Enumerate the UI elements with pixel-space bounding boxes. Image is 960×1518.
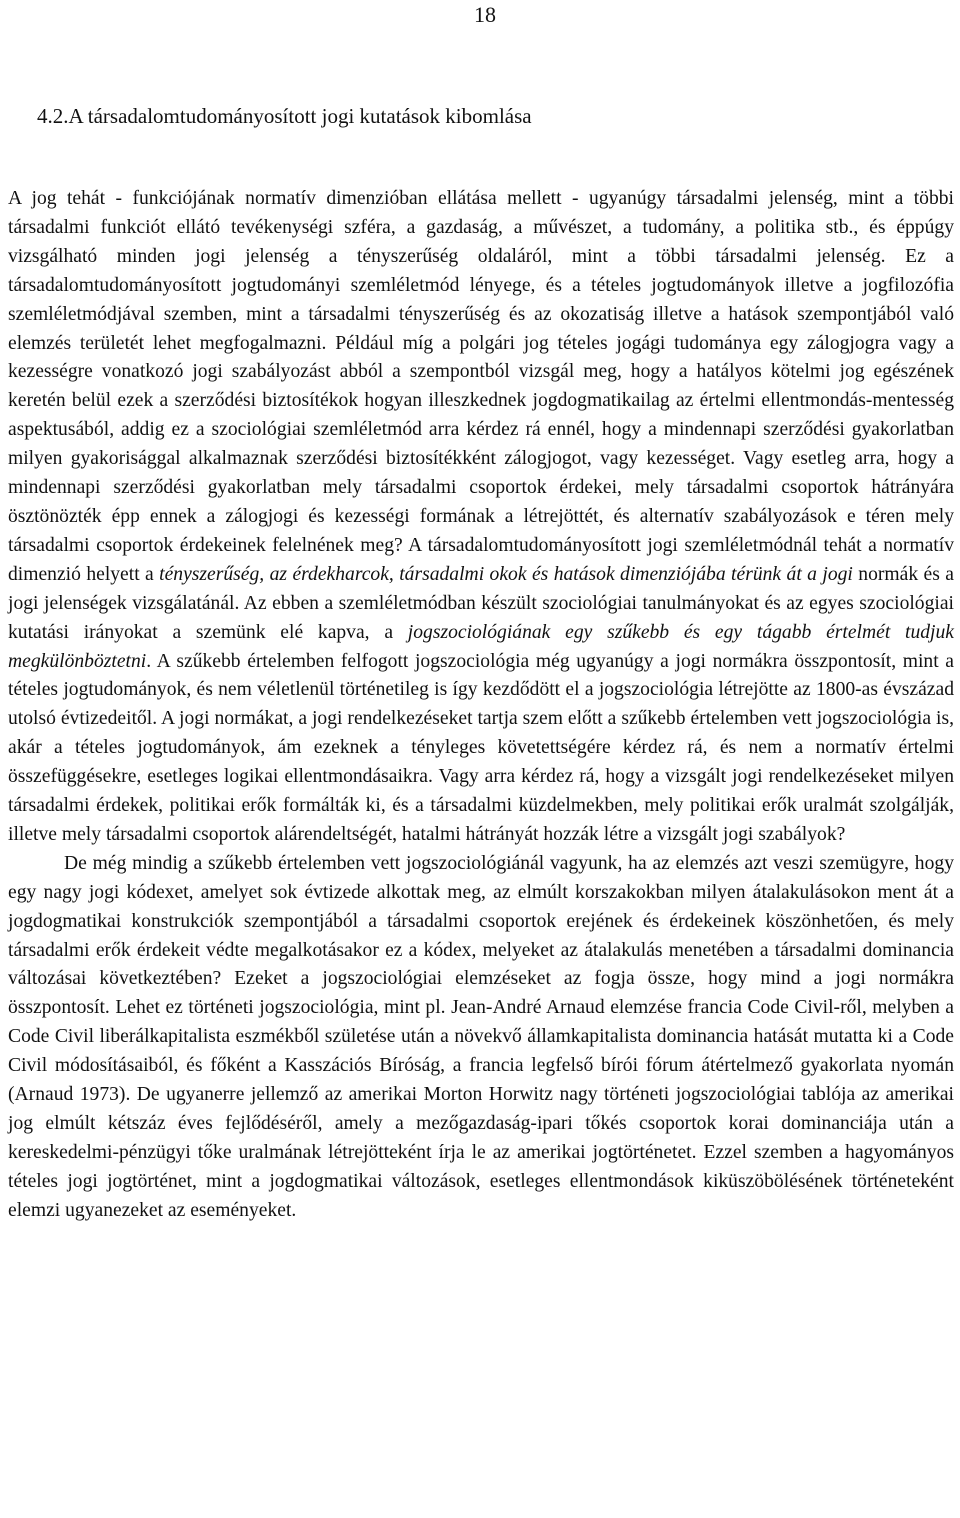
paragraph-1 <box>8 185 954 850</box>
italic-text-segment: jogszociológiának egy szűkebb és egy tágabb értelmét tudjuk megkülönböztetni <box>8 621 954 672</box>
text-segment: A jog tehát - funkciójának normatív dimenzióban ellátása mellett - ugyanúgy társadalmi jelenség, mint a többi társadalmi funkciót ellátó tevékenységi szféra, a gazdaság, a művészet, a tudomány, a politika stb., és éppúgy vizsgálható minden jogi jelenség a tényszerűség oldaláról, mint a többi társadalmi jelenség. Ez a társadalomtudományosított jogtudományi szemléletmód lényege, és a tételes jogtudományok illetve a jogfilozófia szemléletmódjával szemben, mint a társadalmi tényszerűség és az okozatiság illetve a hatások szempontjából való elemzés területét lehet megfogalmazni. Például míg a polgári jog tételes jogági tudománya egy zálogjogra vagy a kezességre vonatkozó jogi szabályozást abból a szempontból vizsgál meg, hogy a hatályos kötelmi jog egészének keretén belül ezek a szerződési biztosítékok hogyan illeszkednek jogdogmatikailag az értelmi ellentmondás-mentesség aspektusából, addig ez a szociológiai szemléletmód arra kérdez rá ennél, hogy a mindennapi szerződési gyakorlatban milyen gyakorisággal alkalmaznak szerződési biztosítékként zálogjogot, vagy kezességet. Vagy esetleg arra, hogy a mindennapi szerződési gyakorlatban mely társadalmi csoportok érdekei, mely társadalmi csoportok hátrányára ösztönözték épp ennek a zálogjogi és kezességi formának a létrejöttét, és alternatív szabályozások e téren mely társadalmi csoportok érdekeinek felelnének meg? A társadalomtudományosított jogi szemléletmódnál tehát a normatív dimenzió helyett a <box>8 188 954 585</box>
text-segment: De még mindig a szűkebb értelemben vett jogszociológiánál vagyunk, ha az elemzés azt veszi szemügyre, hogy egy nagy jogi kódexet, amelyet sok évtizede alkottak meg, az elmúlt korszakokban milyen átalakulásokon ment át a jogdogmatikai konstrukciók szempontjából a társadalmi csoportok erejének és érdekeinek köszönhetően, és mely társadalmi erők érdekeit védte megalkotásakor ez a kódex, melyeket az átalakulás menetében a társadalmi dominancia változásai következtében? Ezeket a jogszociológiai elemzéseket az fogja össze, hogy mind a jogi normákra összpontosít. Lehet ez történeti jogszociológia, mint pl. Jean-André Arnaud elemzése francia Code Civil-ről, melyben a Code Civil liberálkapitalista eszmékből születése után a növekvő államkapitalista dominancia hatását mutatta ki a Code Civil módosításaiból, és főként a Kasszációs Bíróság, a francia legfelső bírói fórum átértelmező gyakorlata nyomán (Arnaud 1973). De ugyanerre jellemző az amerikai Morton Horwitz nagy történeti jogszociológiai tablója az amerikai jog elmúlt kétszáz éves fejlődéséről, amely a mezőgazdaság-ipari tőkés csoportok korai dominanciája után a kereskedelmi-pénzügyi tőke uralmának létrejötteként írja le az amerikai jogtörténetet. Ezzel szemben a hagyományos tételes jogi jogtörténet, mint a jogdogmatikai változások, esetleges ellentmondások kiküszöbölésének történeteként elemzi ugyanezeket az eseményeket. <box>8 852 954 1221</box>
text-segment: . A szűkebb értelemben felfogott jogszociológia még ugyanúgy a jogi normákra összpontosít, mint a tételes jogtudományok, és nem véletlenül történetileg is így kezdődött el a jogszociológia létrejötte az 1800-as évszázad utolsó évtizedeitől. A jogi normákat, a jogi rendelkezéseket tartja szem előtt a szűkebb értelemben vett jogszociológia is, akár a tételes jogtudományok, ám ezeknek a tényleges követettségére kérdez rá, és nem a normatív értelmi összefüggésekre, esetleges logikai ellentmondásaikra. Vagy arra kérdez rá, hogy a vizsgált jogi rendelkezéseket milyen társadalmi érdekek, politikai erők formálták ki, és a társadalmi küzdelmekben, mely politikai erők uralmát szolgálják, illetve mely társadalmi csoportok alárendeltségét, hatalmi hátrányát hozzák létre a vizsgált jogi szabályok? <box>8 650 954 845</box>
paragraph-2 <box>8 850 954 1226</box>
text-segment: normák és a jogi jelenségek vizsgálatánál. Az ebben a szemléletmódban készült szociológiai tanulmányokat és az egyes szociológiai kutatási irányokat a szemünk elé kapva, a <box>8 563 954 643</box>
body-text <box>8 185 954 1226</box>
page-number: 18 <box>474 2 496 27</box>
section-heading: 4.2.A társadalomtudományosított jogi kutatások kibomlása <box>37 104 532 128</box>
italic-text-segment: tényszerűség, az érdekharcok, társadalmi okok és hatások dimenziójába térünk át a jogi <box>159 563 853 585</box>
